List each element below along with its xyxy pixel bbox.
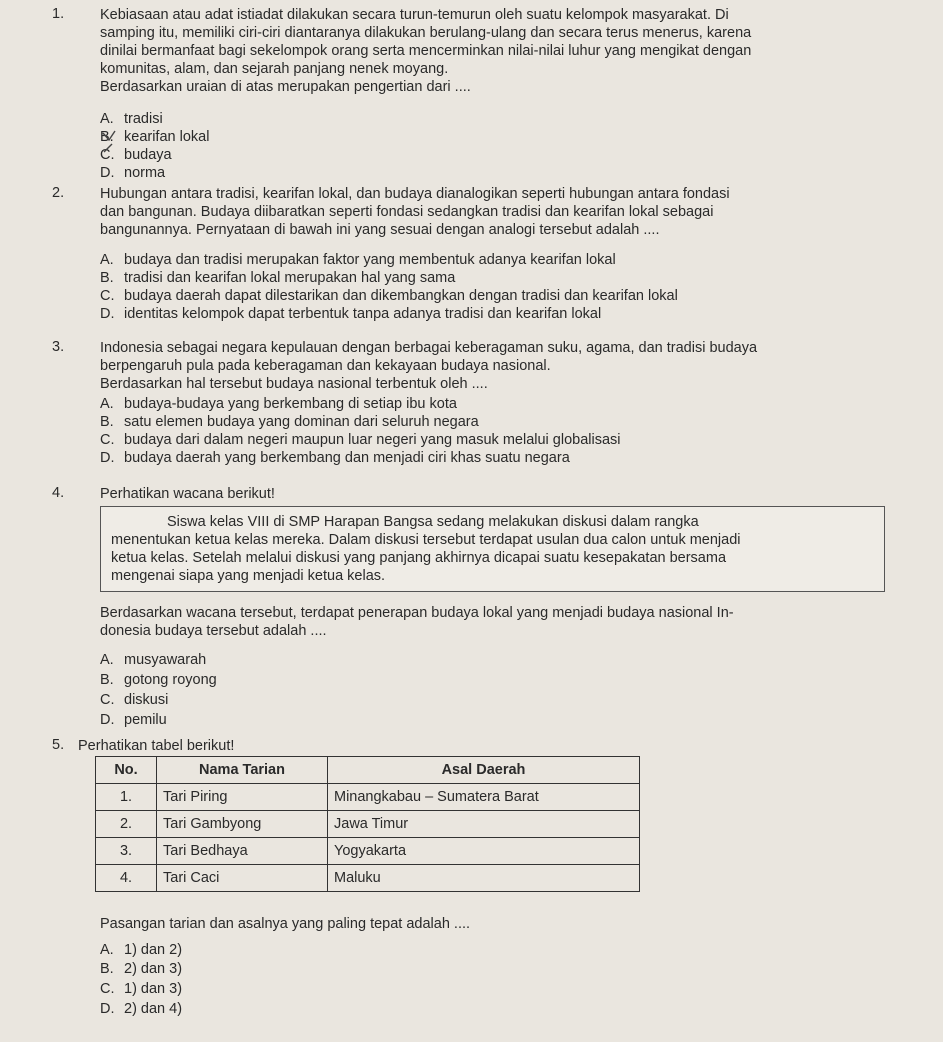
passage-box bbox=[100, 506, 885, 592]
passage-line: menentukan ketua kelas mereka. Dalam diskusi tersebut terdapat usulan dua calon untuk menjadi bbox=[111, 532, 741, 548]
option-b[interactable]: B. kearifan lokal bbox=[100, 129, 210, 145]
question-intro: Perhatikan tabel berikut! bbox=[78, 738, 235, 754]
text-line: Indonesia sebagai negara kepulauan dengan berbagai keberagaman suku, agama, dan tradisi budaya bbox=[100, 340, 758, 356]
option-c[interactable]: C. budaya dari dalam negeri maupun luar negeri yang masuk melalui globalisasi bbox=[100, 432, 621, 448]
text-line: berpengaruh pula pada keberagaman dan kekayaan budaya nasional. bbox=[100, 358, 551, 374]
table-cell: Yogyakarta bbox=[328, 838, 640, 865]
text-line: samping itu, memiliki ciri-ciri diantaranya dilakukan berulang-ulang dan secara terus menerus, karena bbox=[100, 25, 752, 41]
question-number: 4. bbox=[52, 485, 65, 501]
text-line: Hubungan antara tradisi, kearifan lokal, dan budaya dianalogikan seperti hubungan antara fondasi bbox=[100, 186, 730, 202]
option-c[interactable]: C. budaya bbox=[100, 147, 172, 163]
text-line: dan bangunan. Budaya diibaratkan seperti fondasi sedangkan tradisi dan kearifan lokal sebagai bbox=[100, 204, 714, 220]
passage-line: ketua kelas. Setelah melalui diskusi yang panjang akhirnya dicapai suatu kesepakatan bersama bbox=[111, 550, 727, 566]
table-cell: Jawa Timur bbox=[328, 811, 640, 838]
column-header: Nama Tarian bbox=[157, 757, 328, 784]
table-cell: 4. bbox=[96, 865, 157, 892]
text-line: donesia budaya tersebut adalah .... bbox=[100, 623, 327, 639]
text-line: dinilai bermanfaat bagi sekelompok orang serta mencerminkan nilai-nilai luhur yang mengikat dengan bbox=[100, 43, 752, 59]
option-b[interactable]: B. 2) dan 3) bbox=[100, 961, 183, 977]
text-line: komunitas, alam, dan sejarah panjang nenek moyang. bbox=[100, 61, 449, 77]
question-number: 2. bbox=[52, 185, 65, 201]
option-a[interactable]: A. musyawarah bbox=[100, 652, 207, 668]
option-b[interactable]: B. tradisi dan kearifan lokal merupakan hal yang sama bbox=[100, 270, 456, 286]
question-number: 5. bbox=[52, 737, 65, 753]
question-text bbox=[100, 6, 880, 96]
text-line: Kebiasaan atau adat istiadat dilakukan secara turun-temurun oleh suatu kelompok masyarakat. Di bbox=[100, 7, 729, 23]
table-cell: 1. bbox=[96, 784, 157, 811]
question-intro: Perhatikan wacana berikut! bbox=[100, 486, 275, 502]
table-cell: 3. bbox=[96, 838, 157, 865]
option-c[interactable]: C. diskusi bbox=[100, 692, 169, 708]
dance-table bbox=[95, 756, 640, 892]
text-line: Berdasarkan hal tersebut budaya nasional terbentuk oleh .... bbox=[100, 376, 488, 392]
text-line: Berdasarkan wacana tersebut, terdapat penerapan budaya lokal yang menjadi budaya nasional In- bbox=[100, 605, 734, 621]
option-a[interactable]: A. 1) dan 2) bbox=[100, 942, 183, 958]
question-number: 1. bbox=[52, 6, 65, 22]
option-d[interactable]: D. pemilu bbox=[100, 712, 167, 728]
passage-line: Siswa kelas VIII di SMP Harapan Bangsa sedang melakukan diskusi dalam rangka bbox=[167, 514, 699, 530]
text-line: bangunannya. Pernyataan di bawah ini yang sesuai dengan analogi tersebut adalah .... bbox=[100, 222, 660, 238]
table-cell: 2. bbox=[96, 811, 157, 838]
question-text bbox=[100, 185, 880, 239]
question-text bbox=[100, 604, 880, 640]
table-cell: Minangkabau – Sumatera Barat bbox=[328, 784, 640, 811]
option-d[interactable]: D. budaya daerah yang berkembang dan menjadi ciri khas suatu negara bbox=[100, 450, 570, 466]
column-header: Asal Daerah bbox=[328, 757, 640, 784]
question-number: 3. bbox=[52, 339, 65, 355]
option-a[interactable]: A. budaya dan tradisi merupakan faktor yang membentuk adanya kearifan lokal bbox=[100, 252, 616, 268]
column-header: No. bbox=[96, 757, 157, 784]
option-d[interactable]: D. norma bbox=[100, 165, 166, 181]
table-cell: Tari Gambyong bbox=[157, 811, 328, 838]
passage-line: mengenai siapa yang menjadi ketua kelas. bbox=[111, 568, 386, 584]
option-c[interactable]: C. budaya daerah dapat dilestarikan dan dikembangkan dengan tradisi dan kearifan lokal bbox=[100, 288, 678, 304]
question-text bbox=[100, 339, 880, 393]
table-cell: Maluku bbox=[328, 865, 640, 892]
option-d[interactable]: D. identitas kelompok dapat terbentuk tanpa adanya tradisi dan kearifan lokal bbox=[100, 306, 602, 322]
option-c[interactable]: C. 1) dan 3) bbox=[100, 981, 183, 997]
table-row bbox=[96, 784, 640, 811]
option-a[interactable]: A. budaya-budaya yang berkembang di setiap ibu kota bbox=[100, 396, 457, 412]
option-a[interactable]: A. tradisi bbox=[100, 111, 163, 127]
table-row bbox=[96, 811, 640, 838]
table-header-row bbox=[96, 757, 640, 784]
table-row bbox=[96, 865, 640, 892]
table-cell: Tari Bedhaya bbox=[157, 838, 328, 865]
option-b[interactable]: B. gotong royong bbox=[100, 672, 217, 688]
option-b[interactable]: B. satu elemen budaya yang dominan dari seluruh negara bbox=[100, 414, 479, 430]
question-text: Pasangan tarian dan asalnya yang paling tepat adalah .... bbox=[100, 916, 471, 932]
table-cell: Tari Caci bbox=[157, 865, 328, 892]
table-cell: Tari Piring bbox=[157, 784, 328, 811]
table-row bbox=[96, 838, 640, 865]
handwritten-check-mark bbox=[100, 130, 120, 156]
text-line: Berdasarkan uraian di atas merupakan pengertian dari .... bbox=[100, 79, 471, 95]
option-d[interactable]: D. 2) dan 4) bbox=[100, 1001, 183, 1017]
